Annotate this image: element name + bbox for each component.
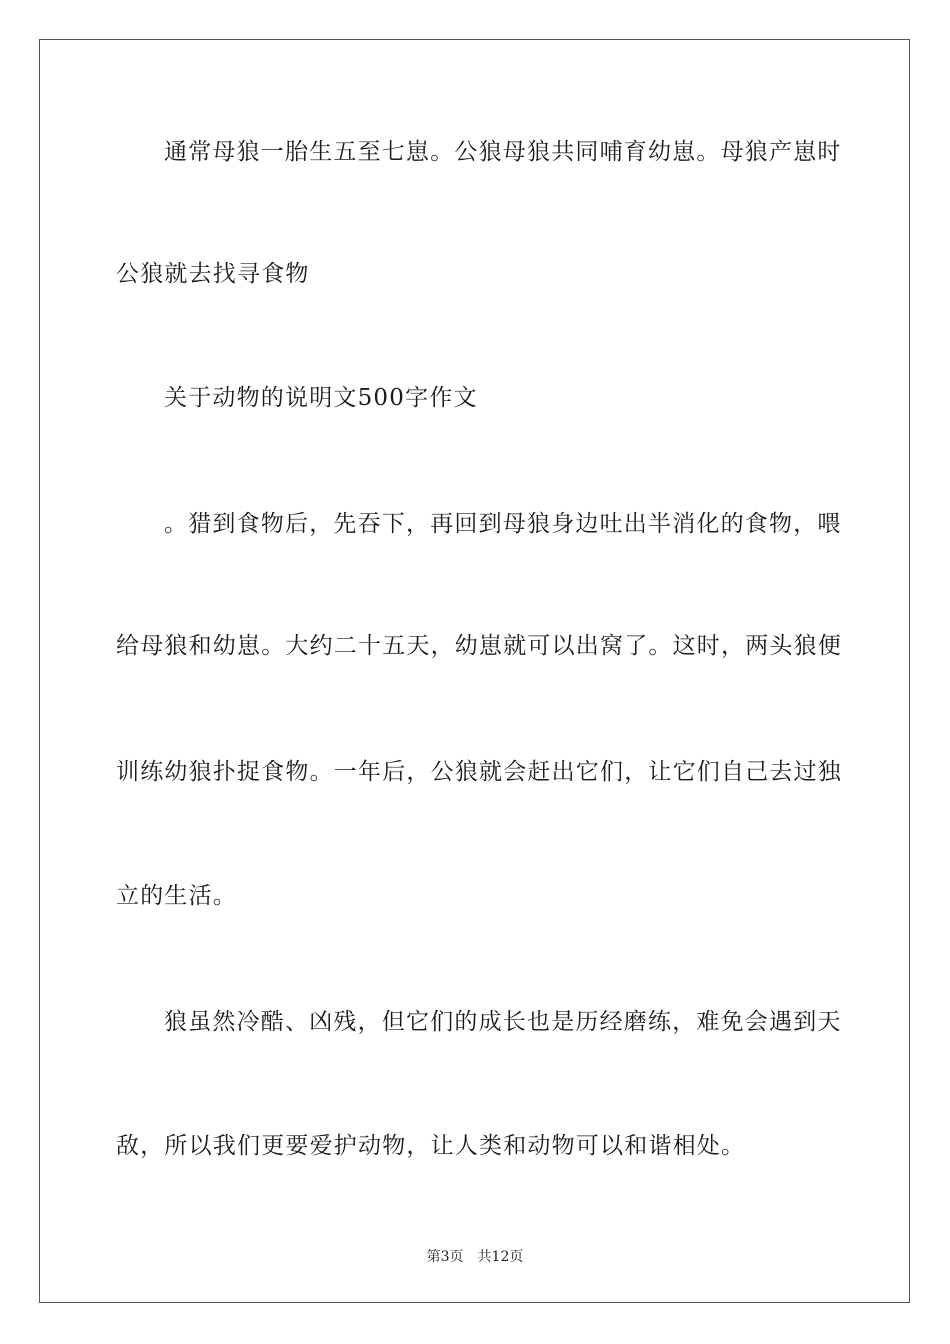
text-line-9: 敌，所以我们更要爱护动物，让人类和动物可以和谐相处。 [116,1133,746,1159]
text-line-5: 给母狼和幼崽。大约二十五天，幼崽就可以出窝了。这时，两头狼便 [116,633,842,659]
text-line-4: 。猎到食物后，先吞下，再回到母狼身边吐出半消化的食物，喂 [164,511,842,537]
text-line-7: 立的生活。 [116,883,237,909]
text-line-2: 公狼就去找寻食物 [116,261,310,287]
page-footer [0,1247,950,1267]
page-number-current: 第3页 [426,1249,464,1265]
section-heading: 关于动物的说明文500字作文 [164,385,478,411]
page-border [39,39,910,1303]
text-line-8: 狼虽然冷酷、凶残，但它们的成长也是历经磨练，难免会遇到天 [164,1009,842,1035]
page-number-total: 共12页 [477,1249,524,1265]
text-line-6: 训练幼狼扑捉食物。一年后，公狼就会赶出它们，让它们自己去过独 [116,759,842,785]
text-line-1: 通常母狼一胎生五至七崽。公狼母狼共同哺育幼崽。母狼产崽时 [164,139,842,165]
